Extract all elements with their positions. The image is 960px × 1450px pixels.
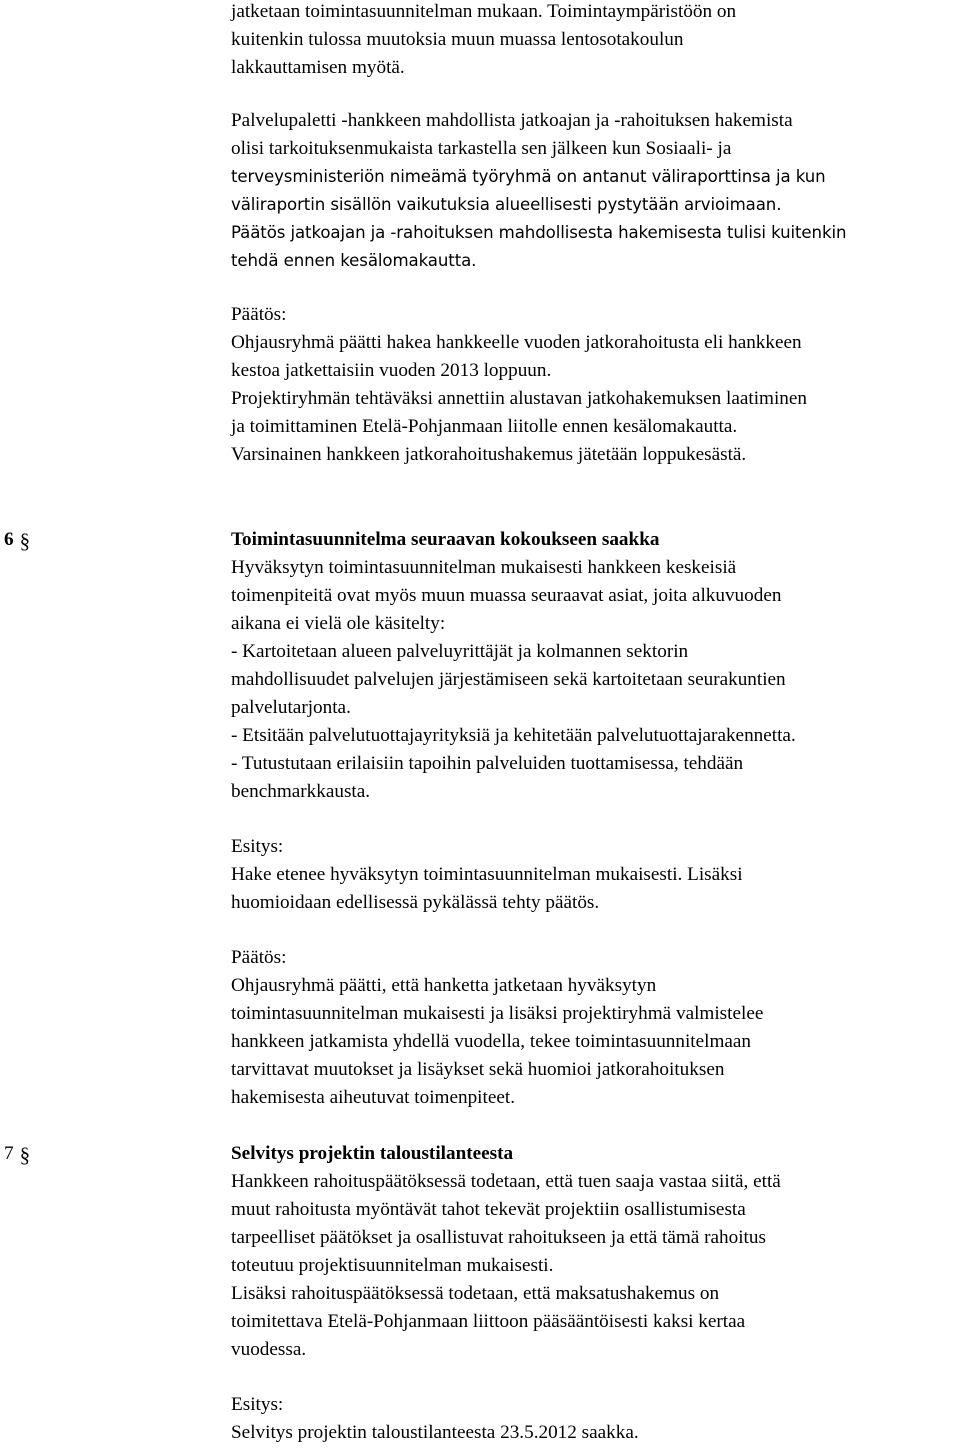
decision-line: kestoa jatkettaisiin vuoden 2013 loppuun.: [231, 360, 552, 381]
section-6-line: benchmarkkausta.: [231, 781, 371, 802]
decision-heading: Päätös:: [231, 947, 287, 968]
decision-line: toimintasuunnitelman mukaisesti ja lisäksi projektiryhmä valmistelee: [231, 1003, 764, 1024]
intro-line: jatketaan toimintasuunnitelman mukaan. Toimintaympäristöön on: [231, 1, 737, 22]
section-7-line: muut rahoitusta myöntävät tahot tekevät projektiin osallistumisesta: [231, 1199, 746, 1220]
section-6-line: - Kartoitetaan alueen palveluyrittäjät ja kolmannen sektorin: [231, 641, 689, 662]
section-7-line: vuodessa.: [231, 1339, 307, 1360]
decision-1: [231, 301, 960, 469]
section-number: 7: [4, 1143, 14, 1164]
decision-line: tarvittavat muutokset ja lisäykset sekä huomioi jatkorahoituksen: [231, 1059, 725, 1080]
palvelupaletti-line: tehdä ennen kesälomakautta.: [231, 251, 477, 270]
section-6: [231, 526, 960, 806]
intro-line: lakkauttamisen myötä.: [231, 57, 405, 78]
proposal-heading: Esitys:: [231, 1394, 284, 1415]
section-sign-icon: §: [19, 529, 31, 553]
palvelupaletti-line: Palvelupaletti -hankkeen mahdollista jatkoajan ja -rahoituksen hakemista: [231, 110, 793, 131]
decision-line: Ohjausryhmä päätti, että hanketta jatketaan hyväksytyn: [231, 975, 657, 996]
palvelupaletti-line: Päätös jatkoajan ja -rahoituksen mahdollisesta hakemisesta tulisi kuitenkin: [231, 223, 847, 242]
decision-line: hankkeen jatkamista yhdellä vuodella, tekee toimintasuunnitelmaan: [231, 1031, 752, 1052]
section-6-number: [4, 526, 30, 554]
proposal-heading: Esitys:: [231, 836, 284, 857]
proposal-line: Hake etenee hyväksytyn toimintasuunnitelman mukaisesti. Lisäksi: [231, 864, 743, 885]
section-7-title: Selvitys projektin taloustilanteesta: [231, 1143, 514, 1164]
section-7-line: tarpeelliset päätökset ja osallistuvat rahoitukseen ja että tämä rahoitus: [231, 1227, 766, 1248]
section-6-line: palvelutarjonta.: [231, 697, 351, 718]
palvelupaletti-line: väliraportin sisällön vaikutuksia alueellisesti pystytään arvioimaan.: [231, 195, 782, 214]
decision-line: Varsinainen hankkeen jatkorahoitushakemus jätetään loppukesästä.: [231, 444, 747, 465]
decision-heading: Päätös:: [231, 304, 287, 325]
proposal-line: huomioidaan edellisessä pykälässä tehty päätös.: [231, 892, 600, 913]
section-6-decision: [231, 944, 960, 1112]
section-6-proposal: [231, 833, 960, 917]
section-7-line: Lisäksi rahoituspäätöksessä todetaan, että maksatushakemus on: [231, 1283, 720, 1304]
section-6-line: toimenpiteitä ovat myös muun muassa seuraavat asiat, joita alkuvuoden: [231, 585, 782, 606]
intro-paragraph: [231, 0, 960, 82]
decision-line: Ohjausryhmä päätti hakea hankkeelle vuoden jatkorahoitusta eli hankkeen: [231, 332, 802, 353]
section-number: 6: [4, 529, 14, 550]
section-6-line: aikana ei vielä ole käsitelty:: [231, 613, 446, 634]
section-7-line: Hankkeen rahoituspäätöksessä todetaan, että tuen saaja vastaa siitä, että: [231, 1171, 781, 1192]
section-7-line: toteutuu projektisuunnitelman mukaisesti.: [231, 1255, 554, 1276]
section-6-line: - Tutustutaan erilaisiin tapoihin palveluiden tuottamisessa, tehdään: [231, 753, 744, 774]
section-7-line: toimitettava Etelä-Pohjanmaan liittoon pääsääntöisesti kaksi kertaa: [231, 1311, 746, 1332]
section-7-proposal: [231, 1391, 960, 1447]
intro-line: kuitenkin tulossa muutoksia muun muassa lentosotakoulun: [231, 29, 684, 50]
section-6-line: - Etsitään palvelutuottajayrityksiä ja kehitetään palvelutuottajarakennetta.: [231, 725, 796, 746]
palvelupaletti-line: terveysministeriön nimeämä työryhmä on antanut väliraporttinsa ja kun: [231, 167, 826, 186]
section-7: [231, 1140, 960, 1364]
section-6-line: mahdollisuudet palvelujen järjestämiseen sekä kartoitetaan seurakuntien: [231, 669, 786, 690]
section-6-title: Toimintasuunnitelma seuraavan kokoukseen saakka: [231, 529, 660, 550]
decision-line: hakemisesta aiheutuvat toimenpiteet.: [231, 1087, 515, 1108]
section-sign-icon: §: [19, 1143, 31, 1167]
section-7-number: [4, 1140, 30, 1168]
decision-line: Projektiryhmän tehtäväksi annettiin alustavan jatkohakemuksen laatiminen: [231, 388, 807, 409]
proposal-line: Selvitys projektin taloustilanteesta 23.5.2012 saakka.: [231, 1422, 639, 1443]
decision-line: ja toimittaminen Etelä-Pohjanmaan liitolle ennen kesälomakautta.: [231, 416, 738, 437]
palvelupaletti-paragraph: [231, 107, 960, 275]
palvelupaletti-line: olisi tarkoituksenmukaista tarkastella sen jälkeen kun Sosiaali- ja: [231, 138, 732, 159]
section-6-line: Hyväksytyn toimintasuunnitelman mukaisesti hankkeen keskeisiä: [231, 557, 737, 578]
